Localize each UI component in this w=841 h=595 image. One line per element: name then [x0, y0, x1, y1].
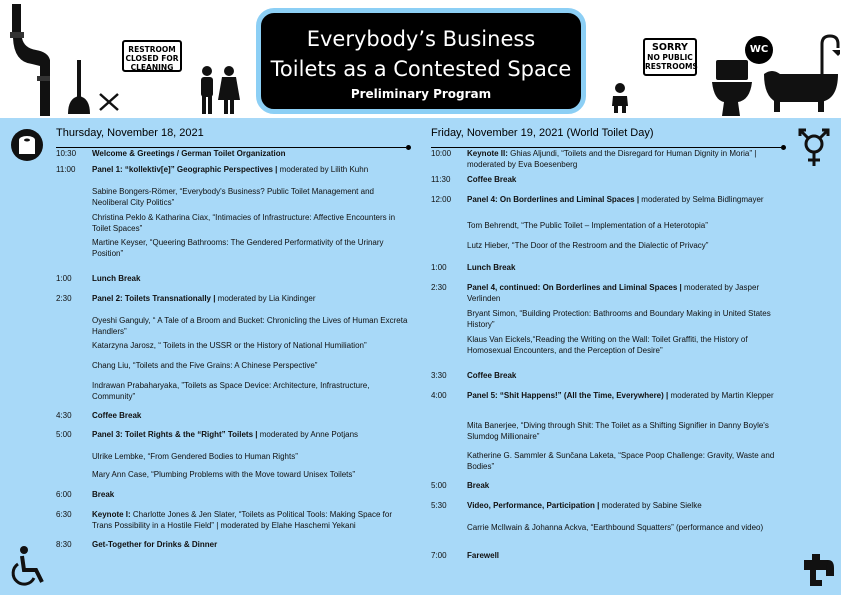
entry-title: Break — [92, 490, 115, 499]
entry-detail: Christina Peklo & Katharina Ciax, “Intimacies of Infrastructure: Affective Encounters in Toilet Spaces” — [92, 213, 396, 233]
entry-text — [92, 469, 408, 480]
entry-title: Lunch Break — [467, 263, 516, 272]
entry-time: 10:30 — [56, 149, 77, 158]
entry-text — [467, 148, 783, 170]
entry-detail: Ghias Aljundi, “Toilets and the Disregard for Human Dignity in Moria” | moderated by Eva Boesenberg — [467, 149, 757, 169]
entry-time: 11:00 — [56, 165, 76, 174]
entry-title: Get-Together for Drinks & Dinner — [92, 540, 218, 549]
entry-title: Keynote I: — [92, 510, 133, 519]
entry-time: 10:00 — [431, 149, 452, 158]
entry-text — [467, 370, 783, 381]
entry-title: Panel 1: “kollektiv[e]” Geographic Perspectives | — [92, 165, 280, 174]
entry-title: Panel 5: “Shit Happens!” (All the Time, Everywhere) | — [467, 391, 671, 400]
entry-detail: Chang Liu, “Toilets and the Five Grains: A Chinese Perspective” — [92, 361, 318, 370]
entry-text — [92, 237, 408, 259]
entry-text — [92, 164, 408, 175]
entry-detail: moderated by Selma Bidlingmayer — [641, 195, 764, 204]
restroom-sign-line3: CLEANING — [130, 63, 174, 72]
wheelchair-icon — [10, 546, 44, 588]
entry-text — [467, 450, 783, 472]
header-band — [0, 0, 841, 118]
entry-text — [467, 308, 783, 330]
entry-title: Lunch Break — [92, 274, 141, 283]
entry-detail: Martine Keyser, “Queering Bathrooms: The Gendered Performativity of the Urinary Position” — [92, 238, 384, 258]
entry-text — [92, 273, 408, 284]
entry-detail: moderated by Sabine Sielke — [601, 501, 702, 510]
day-heading — [431, 118, 781, 148]
entry-detail: Charlotte Jones & Jen Slater, “Toilets as Political Tools: Making Space for Trans Possibility in a Hostile Field” | moderated by Elahe Haschemi Yekani — [92, 510, 392, 530]
entry-time: 7:00 — [431, 551, 447, 560]
entry-text — [467, 390, 783, 401]
entry-detail: Lutz Hieber, “The Door of the Restroom and the Dialectic of Privacy” — [467, 241, 709, 250]
program-label: Preliminary Program — [350, 87, 492, 101]
entry-time: 8:30 — [56, 540, 72, 549]
entry-time: 5:30 — [431, 501, 447, 510]
entry-detail: Ulrike Lembke, “From Gendered Bodies to Human Rights” — [92, 452, 298, 461]
thursday-column — [56, 118, 408, 549]
entry-detail: Mary Ann Case, “Plumbing Problems with the Move toward Unisex Toilets” — [92, 470, 356, 479]
entry-text — [92, 315, 408, 337]
entry-time: 3:30 — [431, 371, 447, 380]
entry-title: Coffee Break — [467, 371, 517, 380]
crossed-tools-icon — [98, 92, 120, 112]
plunger-icon — [66, 60, 92, 116]
entry-title: Panel 4, continued: On Borderlines and Liminal Spaces | — [467, 283, 684, 292]
entry-time: 6:30 — [56, 510, 72, 519]
entry-time: 5:00 — [56, 430, 72, 439]
gender-symbol-icon — [796, 126, 832, 168]
baby-icon — [610, 82, 630, 114]
entry-detail: Bryant Simon, “Building Protection: Bathrooms and Boundary Making in United States History” — [467, 309, 771, 329]
couple-icon — [196, 66, 242, 116]
faucet-icon — [800, 552, 834, 590]
entry-detail: Katarzyna Jarosz, “ Toilets in the USSR or the History of National Humiliation” — [92, 341, 367, 350]
no-public-restrooms-sign — [643, 38, 697, 76]
entry-text — [92, 148, 408, 159]
restroom-sign-line1: RESTROOM — [128, 45, 176, 54]
entry-text — [92, 539, 408, 550]
entry-text — [92, 360, 408, 371]
entry-detail: moderated by Martin Klepper — [670, 391, 774, 400]
toilet-paper-icon — [10, 128, 44, 162]
entry-detail: Indrawan Prabaharyaka, ”Toilets as Space Device: Architecture, Infrastructure, Community” — [92, 381, 370, 401]
entry-time: 2:30 — [56, 294, 72, 303]
entry-title: Panel 3: Toilet Rights & the “Right” Toilets | — [92, 430, 260, 439]
restroom-sign-line2: CLOSED FOR — [125, 54, 179, 63]
friday-column — [431, 118, 781, 560]
entry-text — [467, 282, 783, 304]
pipe-icon — [10, 4, 50, 116]
entry-text — [92, 429, 408, 440]
entry-title: Welcome & Greetings / German Toilet Organization — [92, 149, 286, 158]
entry-time: 12:00 — [431, 195, 452, 204]
entry-title: Coffee Break — [467, 175, 517, 184]
thursday-heading: Thursday, November 18, 2021 — [56, 127, 204, 139]
entry-detail: moderated by Jasper Verlinden — [467, 283, 760, 303]
entry-detail: Tom Behrendt, “The Public Toilet – Implementation of a Heterotopia” — [467, 221, 708, 230]
title-box — [256, 8, 586, 114]
entry-time: 6:00 — [56, 490, 72, 499]
entry-title: Coffee Break — [92, 411, 142, 420]
entry-text — [467, 220, 783, 231]
bathtub-icon — [762, 34, 840, 116]
page-subtitle: Toilets as a Contested Space — [270, 57, 572, 81]
entry-text — [467, 522, 783, 533]
entry-text — [92, 489, 408, 500]
entry-text — [467, 240, 783, 251]
entry-detail: Oyeshi Ganguly, “ A Tale of a Broom and Bucket: Chronicling the Lives of Human Excreta Handlers” — [92, 316, 408, 336]
entry-detail: Klaus Van Eickels,“Reading the Writing on the Wall: Toilet Graffiti, the History of Homosexual Encounters, and the Perception of Desire” — [467, 335, 748, 355]
program-area — [0, 118, 841, 595]
sorry-sign-line3: RESTROOMS — [645, 62, 698, 71]
entry-text — [92, 340, 408, 351]
toilet-icon — [712, 60, 752, 116]
entry-text — [92, 509, 408, 531]
entry-title: Break — [467, 481, 490, 490]
entry-text — [467, 194, 783, 205]
entry-text — [467, 480, 783, 491]
entry-time: 4:00 — [431, 391, 447, 400]
entry-text — [467, 550, 783, 561]
day-heading — [56, 118, 406, 148]
entry-title: Farewell — [467, 551, 500, 560]
entry-time: 5:00 — [431, 481, 447, 490]
entry-title: Keynote II: — [467, 149, 511, 158]
entry-time: 4:30 — [56, 411, 72, 420]
entry-text — [467, 262, 783, 273]
entry-text — [92, 293, 408, 304]
sorry-sign-line2: NO PUBLIC — [647, 53, 693, 62]
entry-text — [92, 410, 408, 421]
entry-detail: Carrie McIlwain & Johanna Ackva, “Earthbound Squatters” (performance and video) — [467, 523, 764, 532]
entry-text — [92, 451, 408, 462]
entry-detail: moderated by Anne Potjans — [259, 430, 359, 439]
entry-detail: Sabine Bongers-Römer, “Everybody's Business? Public Toilet Management and Neoliberal City Politics” — [92, 187, 374, 207]
entry-title: Panel 2: Toilets Transnationally | — [92, 294, 218, 303]
entry-time: 11:30 — [431, 175, 451, 184]
entry-time: 2:30 — [431, 283, 447, 292]
entry-detail: Mita Banerjee, “Diving through Shit: The Toilet as a Shifting Signifier in Danny Boyle's Slumdog Millionaire” — [467, 421, 769, 441]
entry-text — [92, 186, 408, 208]
entry-detail: moderated by Lia Kindinger — [217, 294, 316, 303]
entry-detail: moderated by Lilith Kuhn — [279, 165, 369, 174]
entry-title: Video, Performance, Participation | — [467, 501, 602, 510]
page-title: Everybody’s Business — [306, 27, 536, 51]
entry-text — [92, 380, 408, 402]
entry-time: 1:00 — [431, 263, 447, 272]
entry-text — [467, 174, 783, 185]
entry-text — [467, 334, 783, 356]
wc-badge: WC — [745, 36, 773, 64]
entry-text — [467, 500, 783, 511]
entry-detail: Katherine G. Sammler & Sunčana Laketa, “Space Poop Challenge: Gravity, Waste and Bodies” — [467, 451, 775, 471]
entry-time: 1:00 — [56, 274, 72, 283]
restroom-closed-sign — [122, 40, 182, 72]
friday-heading: Friday, November 19, 2021 (World Toilet Day) — [431, 127, 654, 139]
entry-title: Panel 4: On Borderlines and Liminal Spaces | — [467, 195, 642, 204]
entry-text — [92, 212, 408, 234]
sorry-sign-line1: SORRY — [652, 42, 688, 53]
entry-text — [467, 420, 783, 442]
